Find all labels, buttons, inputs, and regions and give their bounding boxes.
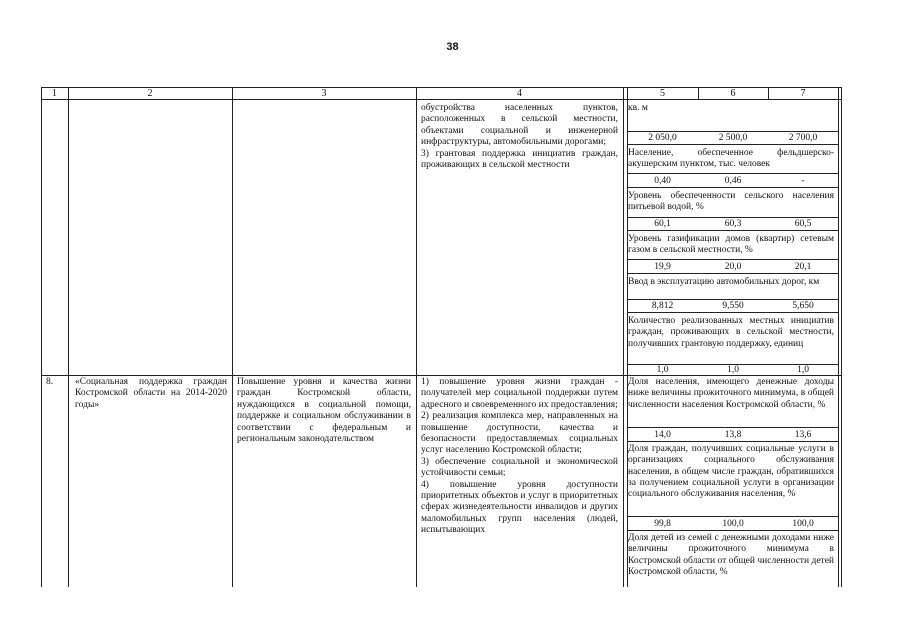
- program-measure: 1) повышение уровня жизни граждан - получателей мер социальной поддержки путем адресного и своевременного их предоставления;: [421, 377, 618, 410]
- indicator-value: 1,0: [797, 365, 809, 375]
- values-top-rule: [627, 299, 838, 300]
- indicator-value: 0,46: [724, 176, 742, 186]
- indicator-name: Доля детей из семей с денежными доходами ниже величины прожиточного минимума в Костромской области от общей численности детей Костромской области, %: [628, 533, 834, 577]
- indicator-name: Количество реализованных местных инициатив граждан, проживающих в сельской местности, получивших грантовую поддержку, единиц: [628, 316, 834, 349]
- indicator-name: Доля граждан, получивших социальные услуги в организациях социального обслуживания населения, в общем числе граждан, обратившихся за получением социальной услуги в организации социального обслуживания населения, %: [628, 444, 834, 500]
- indicator-value: -: [801, 176, 805, 186]
- indicator-value: 60,1: [654, 219, 671, 229]
- values-bottom-rule: [627, 273, 838, 274]
- indicator-value: 13,6: [794, 430, 812, 440]
- frame-right: [841, 87, 842, 587]
- header-col-5: 5: [660, 88, 665, 99]
- continuation-measure: 3) грантовая поддержка инициатив граждан, проживающих в сельской местности: [421, 148, 618, 171]
- indicator-value: 60,5: [794, 219, 812, 229]
- program-measures: [421, 377, 618, 537]
- indicator-name: Население, обеспеченное фельдшерско-акушерским пунктом, тыс. человек: [628, 148, 834, 170]
- page-number: 38: [446, 41, 459, 53]
- indicator-name: кв. м: [628, 103, 648, 113]
- indicator-value: 14,0: [654, 430, 671, 440]
- indicator-value: 9,550: [722, 301, 744, 311]
- col-divider-4: [623, 87, 624, 587]
- values-bottom-rule: [627, 530, 838, 531]
- values-bottom-rule: [627, 312, 838, 313]
- values-top-rule: [627, 516, 838, 517]
- values-bottom-rule: [627, 144, 838, 145]
- values-top-rule: [627, 173, 838, 174]
- program-name: «Социальная поддержка граждан Костромской области на 2014-2020 годы»: [75, 377, 227, 410]
- program-goal: Повышение уровня и качества жизни граждан Костромской области, нуждающихся в социальной помощи, поддержке и социальном обслуживании в соответствии с федеральным и региональным законодательством: [237, 377, 411, 445]
- header-bottom-rule: [41, 99, 841, 100]
- values-bottom-rule: [627, 187, 838, 188]
- indicator-col-right: [838, 87, 839, 587]
- header-col-4: 4: [517, 88, 522, 99]
- header-col-3: 3: [321, 88, 327, 99]
- values-top-rule: [627, 131, 838, 132]
- continuation-measures: [421, 103, 618, 171]
- indicator-name: Уровень газификации домов (квартир) сетевым газом в сельской местности, %: [628, 234, 834, 256]
- indicator-name: Уровень обеспеченности сельского населения питьевой водой, %: [628, 191, 834, 213]
- row-number: 8.: [46, 377, 54, 387]
- program-measure: 4) повышение уровня доступности приоритетных объектов и услуг в приоритетных сферах жизнедеятельности инвалидов и других маломобильных групп населения (людей, испытывающих: [421, 479, 618, 536]
- program-measure: 2) реализация комплекса мер, направленных на повышение доступности, качества и безопасности предоставляемых социальных услуг населению Костромской области;: [421, 411, 618, 456]
- indicator-value: 20,0: [724, 262, 742, 272]
- indicator-value: 0,40: [654, 176, 671, 186]
- program-measure: 3) обеспечение социальной и экономической устойчивости семьи;: [421, 456, 618, 479]
- header-col-1: 1: [52, 88, 57, 99]
- header-col-7: 7: [800, 88, 806, 99]
- indicator-value: 2 700,0: [788, 133, 818, 143]
- indicator-value: 5,650: [792, 301, 814, 311]
- indicator-value: 2 050,0: [648, 133, 677, 143]
- values-top-rule: [627, 217, 838, 218]
- indicator-value: 1,0: [727, 365, 739, 375]
- indicator-value: 20,1: [794, 262, 812, 272]
- continuation-measure: обустройства населенных пунктов, расположенных в сельской местности, объектами социальной и инженерной инфраструктуры, автомобильными дорогами;: [421, 103, 618, 148]
- header-col-6: 6: [730, 88, 736, 99]
- values-bottom-rule: [627, 230, 838, 231]
- indicator-value: 2 500,0: [718, 133, 748, 143]
- values-top-rule: [627, 259, 838, 260]
- indicator-value: 13,8: [724, 430, 742, 440]
- indicator-value: 60,3: [724, 219, 742, 229]
- header-col-2: 2: [147, 88, 153, 99]
- indicator-value: 8,812: [651, 301, 674, 311]
- indicator-value: 19,9: [654, 262, 671, 272]
- indicator-name: Доля населения, имеющего денежные доходы ниже величины прожиточного минимума, в общей численности населения Костромской области, %: [628, 377, 834, 410]
- indicator-value: 1,0: [656, 365, 669, 375]
- values-top-rule: [627, 427, 838, 428]
- values-bottom-rule: [627, 441, 838, 442]
- indicator-value: 100,0: [792, 519, 814, 529]
- indicator-value: 99,8: [654, 519, 671, 529]
- col-divider-3: [416, 87, 417, 587]
- col-divider-1: [68, 87, 69, 587]
- indicator-name: Ввод в эксплуатацию автомобильных дорог, км: [628, 277, 820, 287]
- col-divider-2: [232, 87, 233, 587]
- indicator-value: 100,0: [722, 519, 744, 529]
- frame-left: [41, 87, 42, 587]
